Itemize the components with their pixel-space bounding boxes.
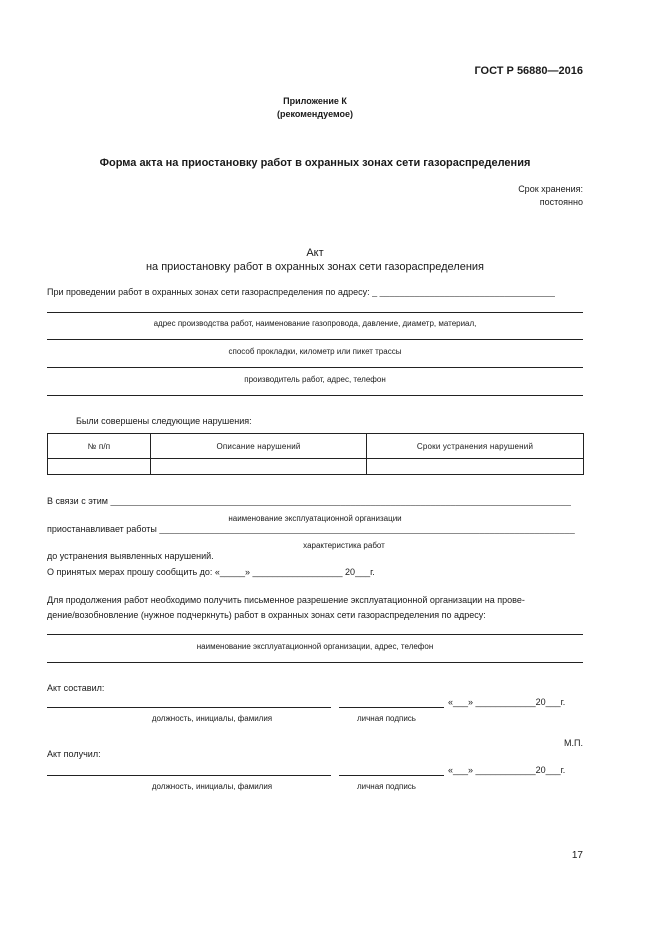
appendix-type: (рекомендуемое) xyxy=(277,109,353,119)
address-caption-1: адрес производства работ, наименование газопровода, давление, диаметр, материал, xyxy=(153,319,477,328)
column-header-number: № п/п xyxy=(48,434,151,459)
composed-caption-signature: личная подпись xyxy=(357,714,416,723)
received-caption-signature: личная подпись xyxy=(357,782,416,791)
act-subtitle: на приостановку работ в охранных зонах сети газораспределения xyxy=(145,261,485,273)
composed-signature-line[interactable] xyxy=(339,707,444,708)
continuation-line-1: Для продолжения работ необходимо получить письменное разрешение эксплуатационной организации на прове- xyxy=(47,595,525,605)
consequence-line-4: О принятых мерах прошу сообщить до: «_____» __________________ 20___г. xyxy=(47,567,375,577)
continuation-caption: наименование эксплуатационной организации, адрес, телефон xyxy=(196,642,434,651)
received-date: «___» ____________20___г. xyxy=(448,765,566,775)
received-label: Акт получил: xyxy=(47,749,101,759)
address-line-3[interactable] xyxy=(47,367,583,368)
address-caption-2: способ прокладки, километр или пикет трассы xyxy=(228,347,402,356)
composed-date: «___» ____________20___г. xyxy=(448,697,566,707)
consequence-line-2: приостанавливает работы ___________________________________________________________________________________ xyxy=(47,524,575,534)
continuation-line-b[interactable] xyxy=(47,662,583,663)
table-cell[interactable] xyxy=(151,459,367,475)
consequence-line-1: В связи с этим ____________________________________________________________________________________________ xyxy=(47,496,571,506)
column-header-deadline: Сроки устранения нарушений xyxy=(367,434,584,459)
composed-label: Акт составил: xyxy=(47,683,105,693)
table-row xyxy=(48,459,584,475)
table-cell[interactable] xyxy=(48,459,151,475)
address-intro: При проведении работ в охранных зонах сети газораспределения по адресу: _ ___________________________________ xyxy=(47,287,555,297)
address-line-4[interactable] xyxy=(47,395,583,396)
continuation-line-2: дение/возобновление (нужное подчеркнуть) работ в охранных зонах сети газораспределения по адресу: xyxy=(47,610,486,620)
page-number: 17 xyxy=(571,850,583,861)
address-caption-3: производитель работ, адрес, телефон xyxy=(244,375,386,384)
violations-intro: Были совершены следующие нарушения: xyxy=(76,416,252,426)
standard-number: ГОСТ Р 56880—2016 xyxy=(474,65,583,77)
address-line-1[interactable] xyxy=(47,312,583,313)
storage-value: постоянно xyxy=(539,197,583,207)
received-caption-position: должность, инициалы, фамилия xyxy=(151,782,273,791)
composed-position-line[interactable] xyxy=(47,707,331,708)
consequence-caption-org: наименование эксплуатационной организации xyxy=(228,514,402,523)
form-title: Форма акта на приостановку работ в охранных зонах сети газораспределения xyxy=(99,157,531,169)
received-position-line[interactable] xyxy=(47,775,331,776)
act-title: Акт xyxy=(306,247,324,259)
composed-caption-position: должность, инициалы, фамилия xyxy=(151,714,273,723)
continuation-line-a[interactable] xyxy=(47,634,583,635)
consequence-line-3: до устранения выявленных нарушений. xyxy=(47,551,214,561)
received-signature-line[interactable] xyxy=(339,775,444,776)
address-line-2[interactable] xyxy=(47,339,583,340)
stamp-label: М.П. xyxy=(564,738,583,748)
violations-table xyxy=(47,433,584,475)
appendix-label: Приложение К xyxy=(283,96,347,106)
column-header-description: Описание нарушений xyxy=(151,434,367,459)
table-cell[interactable] xyxy=(367,459,584,475)
storage-label: Срок хранения: xyxy=(518,184,583,194)
consequence-caption-char: характеристика работ xyxy=(303,541,385,550)
